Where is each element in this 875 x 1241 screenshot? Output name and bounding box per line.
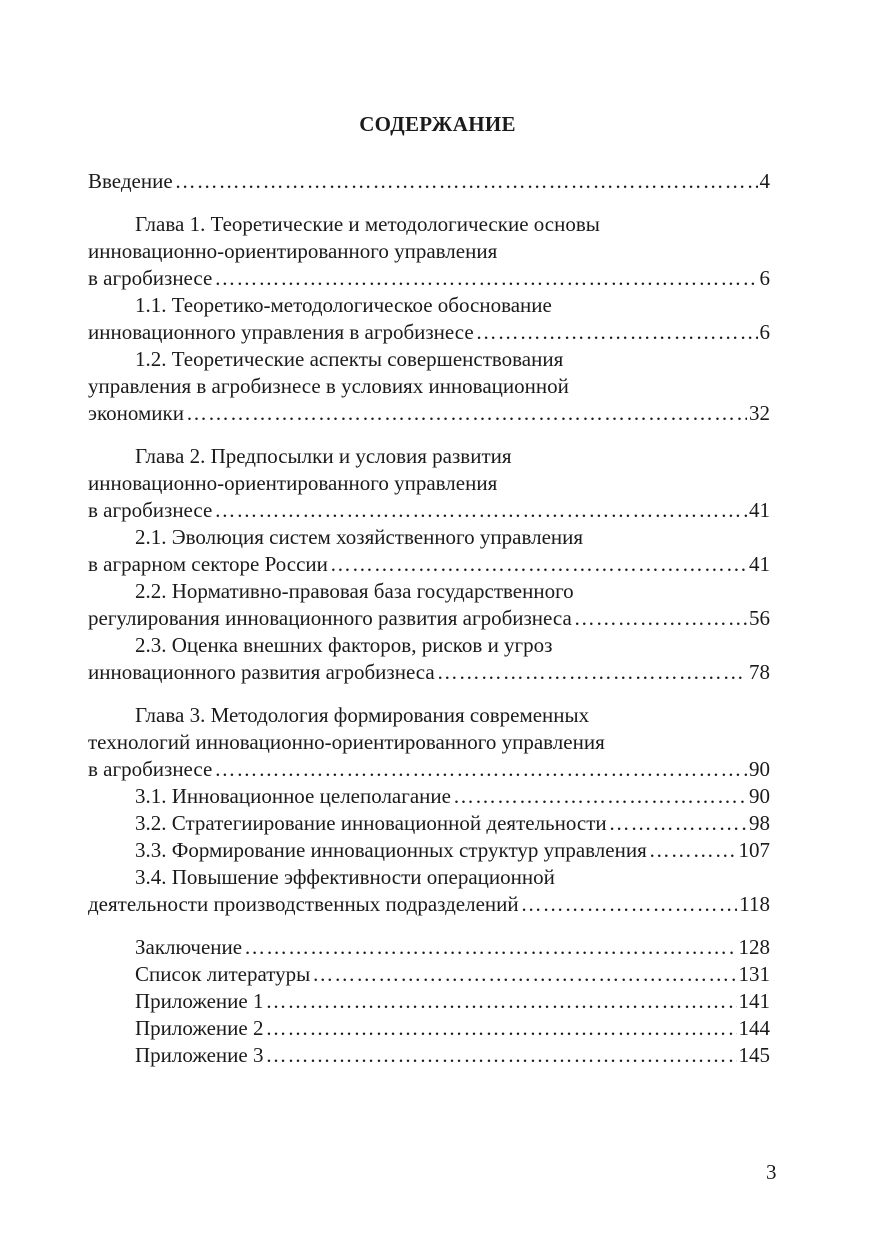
toc-entry-chapter-1 [88,211,770,292]
dot-leader [214,756,747,783]
toc-entry-section-3-2 [88,810,770,837]
dot-leader [214,265,757,292]
dot-leader [214,497,747,524]
toc-page-number: 131 [738,962,770,986]
toc-entry-text: Приложение 1 [135,989,264,1013]
toc-entry-last-line [88,265,770,292]
toc-entry-section-3-4 [88,864,770,918]
toc-entry-section-1-2 [88,346,770,427]
toc-entry-text: управления в агробизнесе в условиях инновационной [88,374,569,398]
toc-entry-last-line [88,1015,770,1042]
dot-leader [265,1015,736,1042]
toc-entry-text: в агробизнесе [88,757,213,781]
toc-entry-chapter-2 [88,443,770,524]
dot-leader [649,837,737,864]
toc-page-number: 32 [749,401,770,425]
toc-page-number: 118 [739,892,770,916]
page-title: СОДЕРЖАНИЕ [359,112,516,136]
toc-entry-last-line [88,810,770,837]
toc-entry-text: Заключение [135,935,243,959]
toc-entry-text: 3.2. Стратегиирование инновационной деятельности [135,811,607,835]
toc-entry-last-line [88,961,770,988]
table-of-contents [88,168,770,1069]
toc-entry-text: инновационно-ориентированного управления [88,471,498,495]
dot-leader [265,988,736,1015]
toc-entry-last-line [88,497,770,524]
toc-entry-text: 1.1. Теоретико-методологическое обоснование [135,293,552,317]
toc-entry-text: инновационно-ориентированного управления [88,239,498,263]
dot-leader [453,783,747,810]
toc-page-number: 98 [749,811,770,835]
toc-entry-text: инновационного развития агробизнеса [88,660,435,684]
toc-entry-last-line [88,837,770,864]
toc-entry-last-line [88,756,770,783]
toc-page-number: 78 [749,660,770,684]
toc-entry-text: 2.3. Оценка внешних факторов, рисков и угроз [135,633,553,657]
toc-entry-text: в агробизнесе [88,266,213,290]
toc-entry-last-line [88,891,770,918]
toc-entry-last-line [88,168,770,195]
toc-entry-last-line [88,783,770,810]
dot-leader [265,1042,736,1069]
toc-page-number: 41 [749,498,770,522]
toc-entry-text: регулирования инновационного развития агробизнеса [88,606,572,630]
toc-entry-bibliography [88,961,770,988]
toc-entry-text: Глава 1. Теоретические и методологические основы [135,212,600,236]
toc-entry-text: 1.2. Теоретические аспекты совершенствования [135,347,564,371]
toc-entry-text: Приложение 2 [135,1016,264,1040]
toc-page-number: 141 [738,989,770,1013]
toc-entry-last-line [88,934,770,961]
toc-entry-introduction [88,168,770,195]
toc-entry-last-line [88,605,770,632]
toc-page-number: 107 [738,838,770,862]
toc-entry-text: 3.4. Повышение эффективности операционной [135,865,555,889]
dot-leader [574,605,747,632]
toc-entry-text: 2.1. Эволюция систем хозяйственного управления [135,525,584,549]
toc-entry-section-2-2 [88,578,770,632]
toc-entry-last-line [88,319,770,346]
toc-page-number: 6 [759,320,770,344]
toc-entry-last-line [88,400,770,427]
dot-leader [476,319,758,346]
dot-leader [330,551,747,578]
toc-entry-text: Глава 3. Методология формирования современных [135,703,590,727]
toc-entry-text: Список литературы [135,962,311,986]
toc-entry-appendix-1 [88,988,770,1015]
dot-leader [437,659,747,686]
toc-entry-last-line [88,988,770,1015]
toc-entry-section-2-1 [88,524,770,578]
toc-entry-last-line [88,1042,770,1069]
toc-entry-appendix-2 [88,1015,770,1042]
toc-page-number: 41 [749,552,770,576]
dot-leader [312,961,736,988]
toc-entry-text: Приложение 3 [135,1043,264,1067]
toc-entry-text: 3.1. Инновационное целеполагание [135,784,451,808]
page-number: 3 [766,1160,777,1184]
toc-page-number: 4 [759,169,770,193]
toc-entry-section-1-1 [88,292,770,346]
toc-entry-appendix-3 [88,1042,770,1069]
toc-entry-text: экономики [88,401,184,425]
dot-leader [521,891,738,918]
toc-entry-section-3-1 [88,783,770,810]
toc-entry-section-3-3 [88,837,770,864]
toc-page-number: 56 [749,606,770,630]
dot-leader [244,934,736,961]
toc-page-number: 6 [759,266,770,290]
toc-page-number: 145 [738,1043,770,1067]
toc-page-number: 90 [749,757,770,781]
toc-entry-text: в аграрном секторе России [88,552,328,576]
toc-page-number: 90 [749,784,770,808]
dot-leader [186,400,747,427]
toc-entry-text: 2.2. Нормативно-правовая база государственного [135,579,574,603]
dot-leader [175,168,758,195]
toc-entry-text: Глава 2. Предпосылки и условия развития [135,444,512,468]
toc-entry-last-line [88,551,770,578]
toc-entry-text: в агробизнесе [88,498,213,522]
toc-entry-text: технологий инновационно-ориентированного управления [88,730,605,754]
toc-entry-last-line [88,659,770,686]
toc-entry-conclusion [88,934,770,961]
dot-leader [609,810,747,837]
toc-entry-text: деятельности производственных подразделений [88,892,519,916]
toc-entry-chapter-3 [88,702,770,783]
toc-entry-section-2-3 [88,632,770,686]
toc-entry-text: Введение [88,169,173,193]
toc-entry-text: 3.3. Формирование инновационных структур управления [135,838,647,862]
toc-page-number: 128 [738,935,770,959]
toc-entry-text: инновационного управления в агробизнесе [88,320,474,344]
toc-page-number: 144 [738,1016,770,1040]
